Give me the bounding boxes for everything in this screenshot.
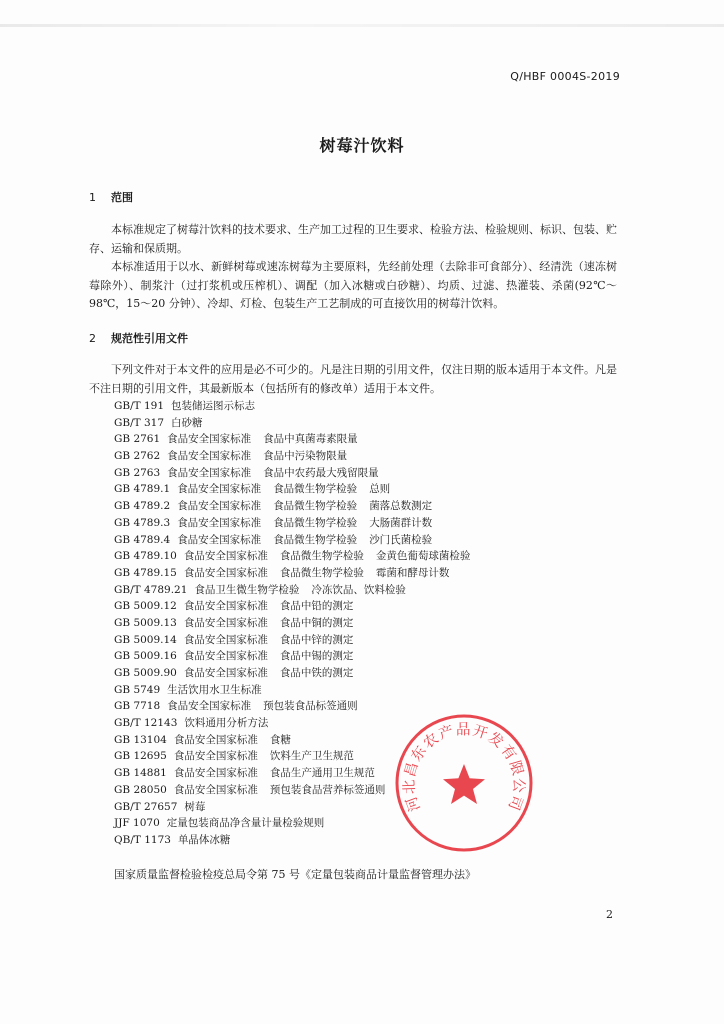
reference-item: [114, 715, 470, 732]
reference-item: [114, 732, 470, 749]
section-number: 1: [89, 191, 96, 204]
reference-title-part: 食品中真菌毒素限量: [263, 433, 358, 446]
reference-item: [114, 582, 470, 599]
reference-code: GB 5009.16: [114, 650, 177, 663]
reference-code: GB 5749: [114, 683, 161, 696]
reference-title-part: 食品安全国家标准: [177, 500, 262, 513]
reference-code: GB/T 317: [114, 416, 165, 429]
reference-title-part: 沙门氏菌检验: [369, 533, 433, 546]
reference-code: GB 28050: [114, 783, 167, 796]
reference-item: [114, 765, 470, 782]
reference-title-part: 食品中锌的测定: [279, 633, 354, 646]
reference-item: [114, 665, 470, 682]
page-number: 2: [606, 908, 613, 921]
reference-item: [114, 532, 470, 549]
reference-item: [114, 698, 470, 715]
reference-title-part: 食品安全国家标准: [177, 516, 262, 529]
standard-code: Q/HBF 0004S-2019: [510, 70, 620, 83]
reference-code: GB 5009.90: [114, 667, 177, 679]
reference-code: GB/T 27657: [114, 800, 178, 813]
reference-item: [114, 632, 470, 649]
reference-code: GB 14881: [114, 767, 167, 780]
reference-code: GB 13104: [114, 733, 167, 746]
reference-title-part: 食品安全国家标准: [183, 650, 268, 663]
reference-title-part: 食品安全国家标准: [177, 483, 262, 496]
reference-title-part: 食品安全国家标准: [183, 667, 268, 679]
reference-title-part: 饮料生产卫生规范: [269, 750, 354, 763]
scope-paragraph-2: 本标准适用于以水、新鲜树莓或速冻树莓为主要原料，先经前处理（去除非可食部分）、经清洗（速冻树莓除外）、制浆汁（过打浆机或压榨机）、调配（加入冰糖或白砂糖）、均质、过滤、热灌装、杀菌(92℃～98℃，15～20 分钟）、冷却、灯检、包装生产工艺制成的可直接饮用的树莓汁饮料。: [89, 260, 617, 310]
reference-title-part: 食品安全国家标准: [177, 533, 262, 546]
reference-title-part: 食品安全国家标准: [167, 450, 252, 463]
scan-edge-line: [0, 24, 724, 27]
reference-title-part: 饮料通用分析方法: [184, 717, 269, 730]
reference-title-part: 食品安全国家标准: [173, 783, 258, 796]
reference-item: [114, 448, 470, 465]
section-1-heading: [89, 189, 133, 205]
section-title: 规范性引用文件: [111, 332, 188, 345]
final-reference: 国家质量监督检验检疫总局令第 75 号《定量包装商品计量监督管理办法》: [114, 868, 476, 881]
reference-code: GB 12695: [114, 750, 167, 763]
reference-title-part: 食品安全国家标准: [183, 600, 268, 613]
reference-code: GB 5009.12: [114, 600, 177, 613]
reference-title-part: 食品安全国家标准: [167, 433, 252, 446]
reference-code: GB/T 191: [114, 400, 165, 412]
normative-references-intro: 下列文件对于本文件的应用是必不可少的。凡是注日期的引用文件，仅注日期的版本适用于本文件。凡是不注日期的引用文件，其最新版本（包括所有的修改单）适用于本文件。: [89, 363, 617, 395]
reference-code: GB 5009.14: [114, 633, 177, 646]
reference-code: GB 4789.15: [114, 566, 177, 579]
reference-item: [114, 481, 470, 498]
reference-title-part: 食品安全国家标准: [173, 750, 258, 763]
reference-title-part: 食品安全国家标准: [167, 466, 252, 479]
reference-code: JJF 1070: [114, 817, 160, 830]
reference-item: [114, 748, 470, 765]
reference-title-part: 包装储运图示标志: [171, 400, 256, 412]
reference-item: [114, 832, 470, 849]
reference-title-part: 生活饮用水卫生标准: [167, 683, 262, 696]
seal-text: 河北昌东农产品开发有限公司: [401, 722, 527, 814]
scope-paragraph-1: 本标准规定了树莓汁饮料的技术要求、生产加工过程的卫生要求、检验方法、检验规则、标识、包装、贮存、运输和保质期。: [89, 223, 617, 255]
reference-title-part: 树莓: [184, 800, 206, 813]
document-title: 树莓汁饮料: [319, 136, 405, 155]
reference-title-part: 食品中铜的测定: [279, 616, 354, 629]
reference-code: GB 2762: [114, 450, 161, 463]
reference-code: GB 4789.1: [114, 483, 171, 496]
reference-code: GB 5009.13: [114, 616, 177, 629]
reference-title-part: 食品微生物学检验: [279, 566, 364, 579]
reference-item: [114, 648, 470, 665]
reference-title-part: 食品安全国家标准: [167, 700, 252, 713]
reference-title-part: 预包装食品标签通则: [263, 700, 358, 713]
reference-title-part: 大肠菌群计数: [369, 516, 433, 529]
reference-item: [114, 548, 470, 565]
reference-code: GB 2761: [114, 433, 161, 446]
reference-item: [114, 615, 470, 632]
reference-title-part: 食品微生物学检验: [273, 516, 358, 529]
reference-code: GB 4789.2: [114, 500, 171, 513]
reference-code: GB 4789.3: [114, 516, 171, 529]
reference-code: GB/T 12143: [114, 717, 178, 730]
reference-title-part: 定量包装商品净含量计量检验规则: [166, 817, 325, 830]
reference-item: [114, 815, 470, 832]
reference-title-part: 食品安全国家标准: [173, 733, 258, 746]
reference-title-part: 食品中农药最大残留限量: [263, 466, 379, 479]
reference-item: [114, 515, 470, 532]
reference-item: [114, 782, 470, 799]
reference-title-part: 食品微生物学检验: [273, 483, 358, 496]
reference-title-part: 食品生产通用卫生规范: [269, 767, 375, 780]
reference-code: GB/T 4789.21: [114, 583, 188, 596]
reference-title-part: 食品中铁的测定: [279, 667, 354, 679]
reference-title-part: 食品微生物学检验: [279, 550, 364, 563]
reference-item: [114, 398, 470, 415]
reference-title-part: 菌落总数测定: [369, 500, 433, 513]
reference-item: [114, 431, 470, 448]
reference-title-part: 食品中锡的测定: [279, 650, 354, 663]
reference-item: [114, 415, 470, 432]
section-title: 范围: [111, 191, 133, 204]
reference-title-part: 总则: [369, 483, 391, 496]
reference-title-part: 食糖: [269, 733, 291, 746]
reference-title-part: 金黄色葡萄球菌检验: [375, 550, 471, 563]
reference-title-part: 食品中污染物限量: [263, 450, 348, 463]
reference-item: [114, 799, 470, 816]
reference-title-part: 白砂糖: [171, 416, 203, 429]
reference-title-part: 食品安全国家标准: [173, 767, 258, 780]
reference-title-part: 食品中铅的测定: [279, 600, 354, 613]
reference-code: GB 7718: [114, 700, 161, 713]
reference-list: [114, 398, 470, 849]
reference-title-part: 食品安全国家标准: [183, 616, 268, 629]
reference-title-part: 预包装食品营养标签通则: [269, 783, 386, 796]
reference-title-part: 食品安全国家标准: [183, 566, 268, 579]
reference-code: GB 4789.4: [114, 533, 171, 546]
reference-item: [114, 498, 470, 515]
reference-title-part: 食品卫生微生物学检验: [194, 583, 300, 596]
section-2-heading: [89, 330, 188, 346]
reference-code: GB 2763: [114, 466, 161, 479]
section-number: 2: [89, 332, 96, 345]
reference-title-part: 食品安全国家标准: [183, 550, 268, 563]
reference-code: GB 4789.10: [114, 550, 177, 563]
reference-title-part: 食品安全国家标准: [183, 633, 268, 646]
reference-title-part: 食品微生物学检验: [273, 533, 358, 546]
reference-item: [114, 598, 470, 615]
reference-title-part: 冷冻饮品、饮料检验: [311, 583, 406, 596]
reference-title-part: 单晶体冰糖: [177, 833, 231, 846]
reference-title-part: 霉菌和酵母计数: [375, 566, 450, 579]
reference-code: QB/T 1173: [114, 833, 171, 846]
reference-item: [114, 682, 470, 699]
reference-item: [114, 565, 470, 582]
reference-item: [114, 465, 470, 482]
reference-title-part: 食品微生物学检验: [273, 500, 358, 513]
